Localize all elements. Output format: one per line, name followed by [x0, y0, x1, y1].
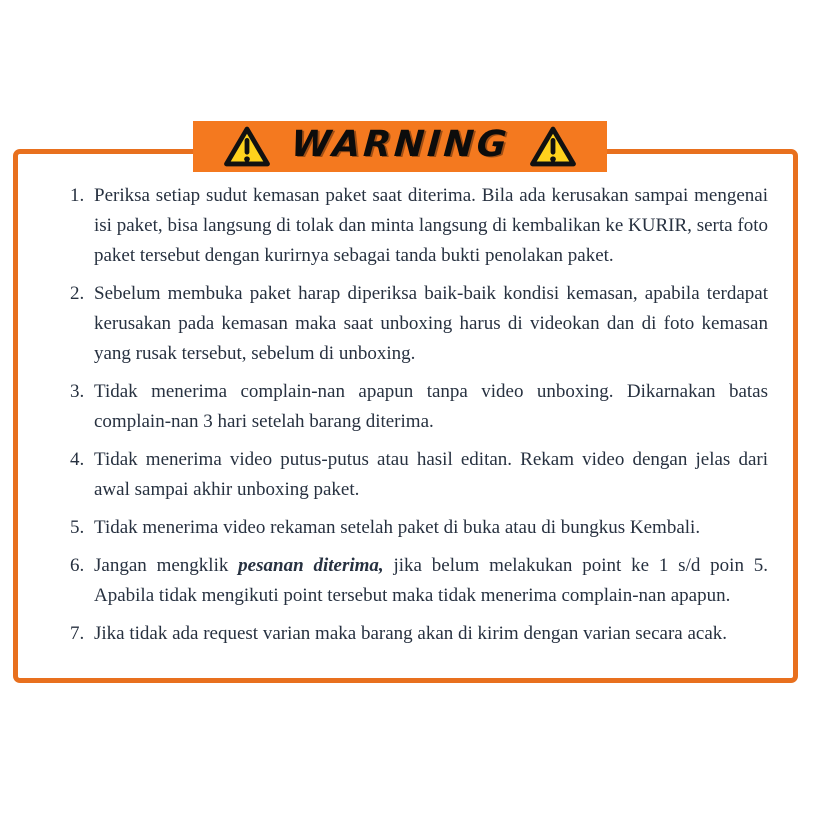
warning-triangle-icon	[223, 125, 271, 168]
list-item	[70, 181, 768, 271]
item-number: 7.	[70, 623, 85, 644]
item-text: Periksa setiap sudut kemasan paket saat diterima. Bila ada kerusakan sampai mengenai isi paket, bisa langsung di tolak dan minta langsung di kembalikan ke KURIR, serta foto paket tersebut dengan kurirnya sebagai tanda bukti penolakan paket.	[94, 185, 768, 266]
item-text: Tidak menerima complain-nan apapun tanpa video unboxing. Dikarnakan batas complain-nan 3 hari setelah barang diterima.	[94, 381, 768, 432]
warning-triangle-icon	[529, 125, 577, 168]
item-text: Tidak menerima video rekaman setelah paket di buka atau di bungkus Kembali.	[94, 517, 701, 538]
item-number: 4.	[70, 449, 85, 470]
list-item	[70, 551, 768, 611]
list-item	[70, 513, 768, 543]
item-number: 6.	[70, 555, 85, 576]
list-item	[70, 377, 768, 437]
item-text-emphasis: pesanan diterima,	[238, 555, 384, 576]
item-number: 5.	[70, 517, 85, 538]
list-item	[70, 279, 768, 369]
item-number: 3.	[70, 381, 85, 402]
item-number: 1.	[70, 185, 85, 206]
item-text: Jika tidak ada request varian maka barang akan di kirim dengan varian secara acak.	[94, 623, 728, 644]
list-item	[70, 619, 768, 649]
item-text: jika belum melakukan point ke 1 s/d poin 5. Apabila tidak mengikuti point tersebut maka tidak menerima complain-nan apapun.	[94, 555, 769, 606]
item-number: 2.	[70, 283, 85, 304]
list-item	[70, 445, 768, 505]
warning-list	[70, 181, 768, 649]
item-text: Sebelum membuka paket harap diperiksa baik-baik kondisi kemasan, apabila terdapat kerusakan pada kemasan maka saat unboxing harus di videokan dan di foto kemasan yang rusak tersebut, sebelum di unboxing.	[94, 283, 768, 364]
item-text: Jangan mengklik	[94, 555, 239, 576]
warning-banner	[193, 121, 607, 172]
banner-title: WARNING	[289, 124, 511, 165]
item-text: Tidak menerima video putus-putus atau hasil editan. Rekam video dengan jelas dari awal sampai akhir unboxing paket.	[94, 449, 768, 500]
